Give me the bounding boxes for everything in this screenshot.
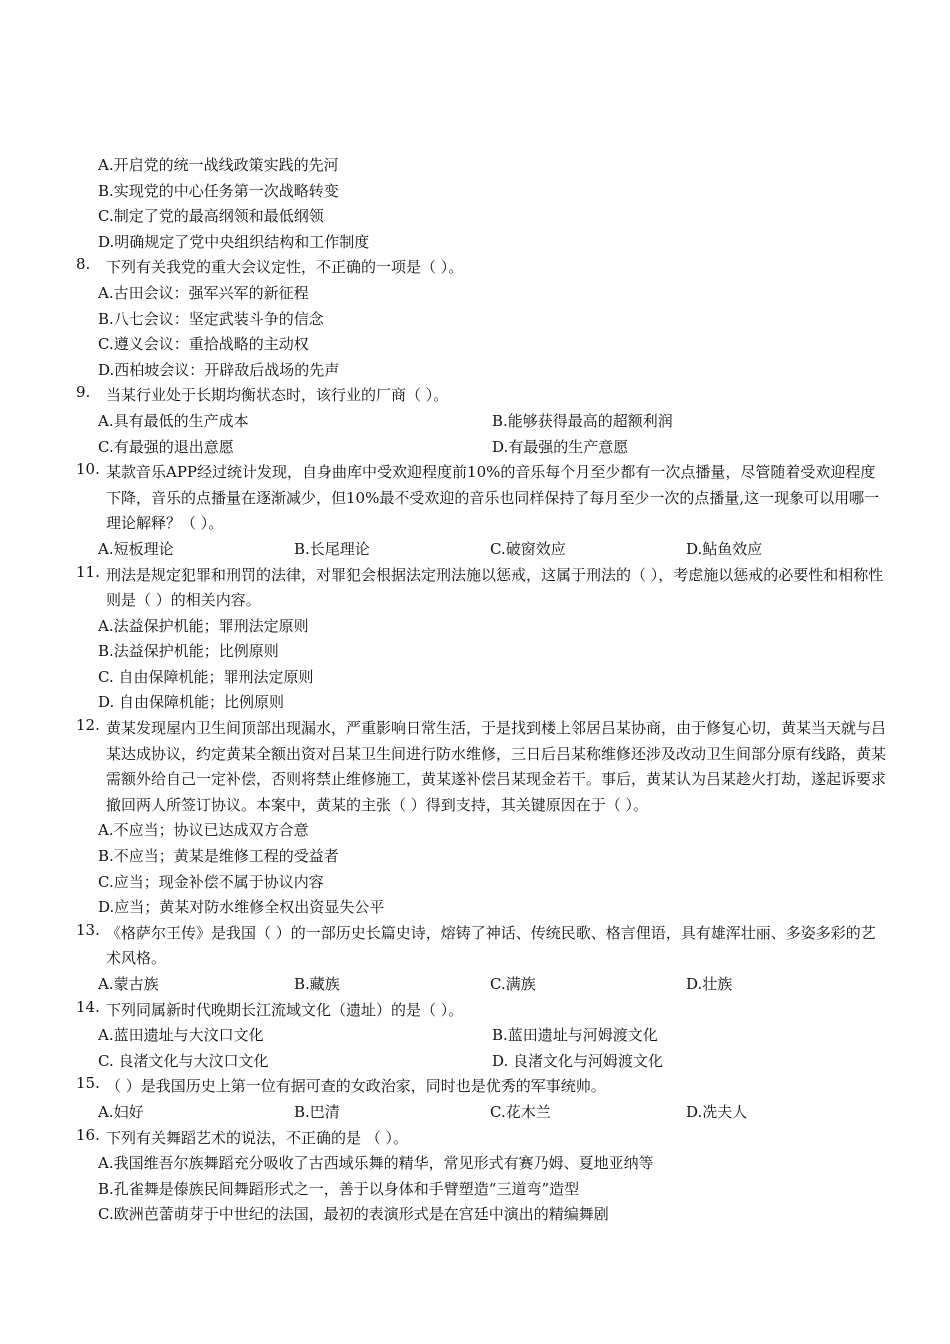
question-text: （ ）是我国历史上第一位有据可查的女政治家，同时也是优秀的军事统帅。 xyxy=(106,1077,606,1096)
q9-option-d: D.有最强的生产意愿 xyxy=(492,437,629,456)
question-text: 当某行业处于长期均衡状态时，该行业的厂商（ ）。 xyxy=(106,386,449,405)
q11-option-d: D. 自由保障机能；比例原则 xyxy=(98,693,285,712)
q13-option-b: B.藏族 xyxy=(294,975,340,993)
q11-option-c: C. 自由保障机能；罪刑法定原则 xyxy=(98,667,314,686)
question-13 xyxy=(76,921,886,972)
q9-option-a: A.具有最低的生产成本 xyxy=(98,411,249,430)
q12-option-d: D.应当；黄某对防水维修全权出资显失公平 xyxy=(98,898,385,917)
question-number: 11. xyxy=(76,562,100,581)
q13-option-a: A.蒙古族 xyxy=(98,975,159,993)
q14-option-c: C. 良渚文化与大汶口文化 xyxy=(98,1051,269,1070)
question-text: 某款音乐APP经过统计发现，自身曲库中受欢迎程度前10%的音乐每个月至少都有一次点播量，尽管随着受欢迎程度下降，音乐的点播量在逐渐减少，但10%最不受欢迎的音乐也同样保持了每月至少一次的点播量,这一现象可以用哪一理论解释？（ ）。 xyxy=(106,463,880,533)
question-number: 10. xyxy=(76,460,100,479)
question-text: 下列同属新时代晚期长江流域文化（遗址）的是（ ）。 xyxy=(106,1000,464,1019)
q9-options-row-2 xyxy=(76,435,886,461)
question-text: 下列有关我党的重大会议定性，不正确的一项是（ ）。 xyxy=(106,258,464,277)
question-number: 9. xyxy=(76,383,91,402)
question-12 xyxy=(76,716,886,818)
question-14 xyxy=(76,998,886,1024)
q9-option-c: C.有最强的退出意愿 xyxy=(98,437,234,456)
q15-options-row xyxy=(76,1100,886,1126)
question-text: 下列有关舞蹈艺术的说法，不正确的是 （ ）。 xyxy=(106,1128,409,1147)
question-text: 《格萨尔王传》是我国（ ）的一部历史长篇史诗，熔铸了神话、传统民歌、格言俚语，具有雄浑壮丽、多姿多彩的艺术风格。 xyxy=(106,923,876,968)
q16-option-a: A.我国维吾尔族舞蹈充分吸收了古西域乐舞的精华，常见形式有赛乃姆、夏地亚纳等 xyxy=(98,1154,654,1173)
q9-options-row-1 xyxy=(76,409,886,435)
q10-option-c: C.破窗效应 xyxy=(490,539,566,558)
q7-option-a: A.开启党的统一战线政策实践的先河 xyxy=(98,156,339,174)
q12-option-b: B.不应当；黄某是维修工程的受益者 xyxy=(98,847,339,866)
q12-option-c: C.应当；现金补偿不属于协议内容 xyxy=(98,872,324,891)
q13-options-row xyxy=(76,972,886,998)
q8-option-b: B.八七会议：坚定武装斗争的信念 xyxy=(98,309,324,328)
question-number: 16. xyxy=(76,1125,100,1144)
q11-option-a: A.法益保护机能；罪刑法定原则 xyxy=(98,616,309,635)
question-text: 黄某发现屋内卫生间顶部出现漏水，严重影响日常生活，于是找到楼上邻居吕某协商，由于修复心切，黄某当天就与吕某达成协议，约定黄某全额出资对吕某卫生间进行防水维修，三日后吕某称维修还涉及改动卫生间部分原有线路，黄某需额外给自己一定补偿，否则将禁止维修施工，黄某遂补偿吕某现金若干。事后，黄某认为吕某趁火打劫，遂起诉要求撤回两人所签订协议。本案中，黄某的主张（ ）得到支持，其关键原因在于（ ）。 xyxy=(106,719,887,814)
q9-option-b: B.能够获得最高的超额利润 xyxy=(492,411,673,430)
question-16 xyxy=(76,1126,886,1152)
q11-option-b: B.法益保护机能；比例原则 xyxy=(98,642,279,661)
q14-option-b: B.蓝田遗址与河姆渡文化 xyxy=(492,1026,658,1045)
question-number: 14. xyxy=(76,997,100,1016)
q7-option-d: D.明确规定了党中央组织结构和工作制度 xyxy=(98,232,370,251)
q14-option-a: A.蓝田遗址与大汶口文化 xyxy=(98,1026,264,1045)
q10-option-b: B.长尾理论 xyxy=(294,539,370,558)
question-list xyxy=(76,153,886,1228)
q7-option-b: B.实现党的中心任务第一次战略转变 xyxy=(98,181,339,200)
question-9 xyxy=(76,383,886,409)
q15-option-d: D.冼夫人 xyxy=(686,1102,748,1121)
q14-options-row-2 xyxy=(76,1049,886,1075)
question-15 xyxy=(76,1074,886,1100)
q14-options-row-1 xyxy=(76,1023,886,1049)
q10-option-d: D.鲇鱼效应 xyxy=(686,539,763,558)
q8-option-c: C.遵义会议：重拾战略的主动权 xyxy=(98,335,309,354)
question-number: 12. xyxy=(76,716,100,735)
q7-option-c: C.制定了党的最高纲领和最低纲领 xyxy=(98,207,324,226)
q16-option-c: C.欧洲芭蕾萌芽于中世纪的法国，最初的表演形式是在宫廷中演出的精编舞剧 xyxy=(98,1205,609,1224)
question-8 xyxy=(76,255,886,281)
q8-option-a: A.古田会议：强军兴军的新征程 xyxy=(98,283,309,302)
q12-option-a: A.不应当；协议已达成双方合意 xyxy=(98,821,309,840)
q15-option-c: C.花木兰 xyxy=(490,1102,551,1121)
q10-options-row xyxy=(76,537,886,563)
question-11 xyxy=(76,563,886,614)
q16-option-b: B.孔雀舞是傣族民间舞蹈形式之一，善于以身体和手臂塑造“三道弯”造型 xyxy=(98,1179,580,1198)
question-text: 刑法是规定犯罪和刑罚的法律，对罪犯会根据法定刑法施以惩戒，这属于刑法的（ ），考虑施以惩戒的必要性和相称性则是（ ）的相关内容。 xyxy=(106,565,884,610)
q13-option-c: C.满族 xyxy=(490,975,536,993)
question-number: 15. xyxy=(76,1074,100,1093)
q15-option-b: B.巴清 xyxy=(294,1102,340,1121)
q13-option-d: D.壮族 xyxy=(686,975,733,993)
q15-option-a: A.妇好 xyxy=(98,1102,144,1121)
question-10 xyxy=(76,460,886,537)
q14-option-d: D. 良渚文化与河姆渡文化 xyxy=(492,1051,664,1070)
q8-option-d: D.西柏坡会议：开辟敌后战场的先声 xyxy=(98,360,340,379)
q10-option-a: A.短板理论 xyxy=(98,539,174,558)
question-number: 8. xyxy=(76,255,91,274)
question-number: 13. xyxy=(76,920,100,939)
